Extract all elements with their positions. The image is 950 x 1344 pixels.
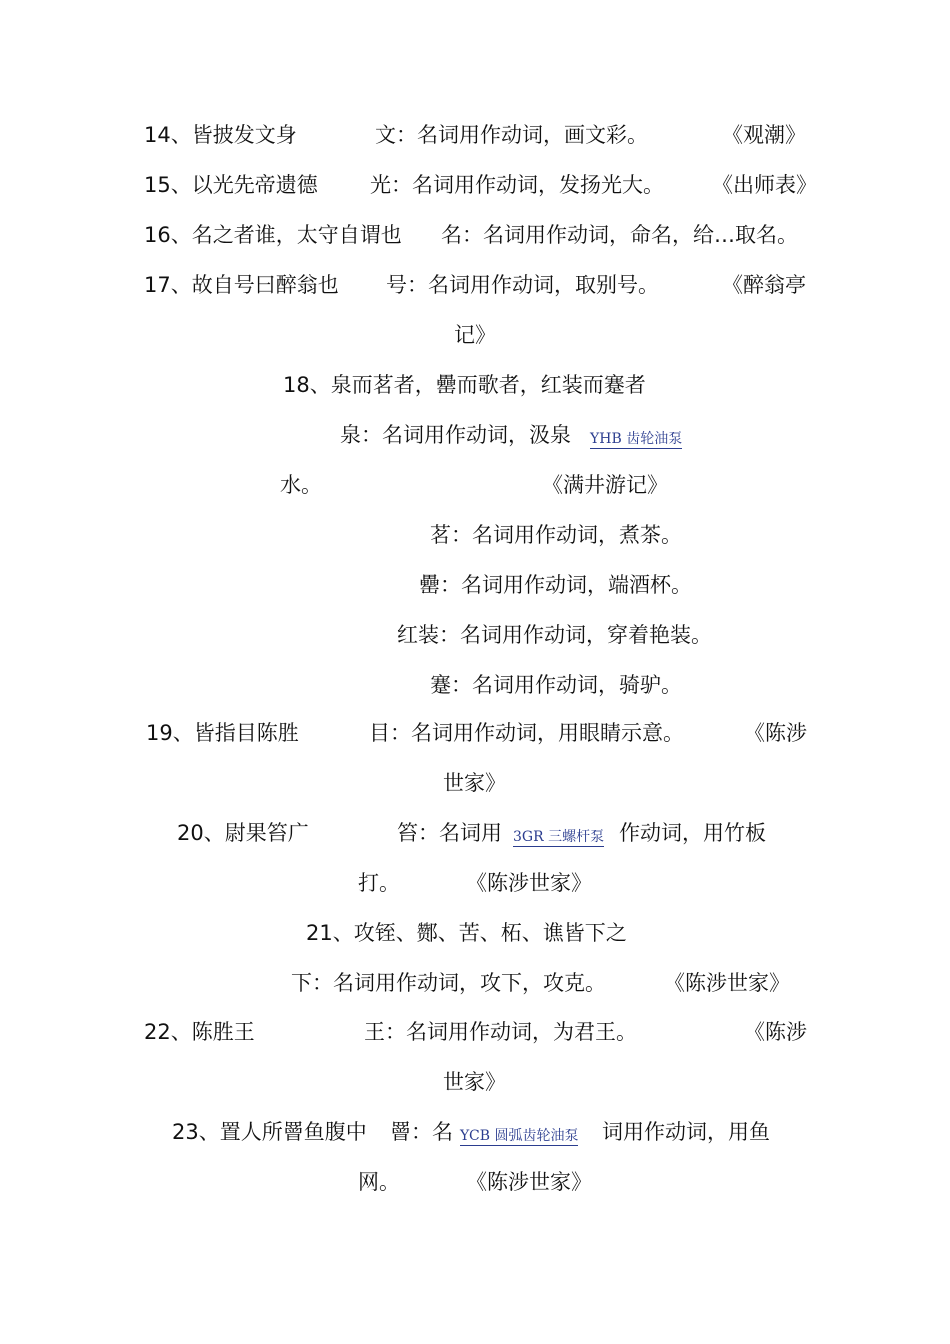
ad-link-3gr-pump[interactable]: 3GR 三螺杆泵 — [513, 829, 605, 845]
entry-20-cont — [0, 863, 950, 903]
entry-note-cont: 词用作动词，用鱼 — [602, 1120, 770, 1144]
entry-14 — [0, 115, 950, 155]
entry-phrase: 19、皆指目陈胜 — [146, 721, 299, 745]
sub-note: 茗：名词用作动词，煮茶。 — [430, 523, 682, 547]
entry-source-cont: 记》 — [454, 323, 496, 347]
entry-source: 《陈涉世家》 — [466, 871, 592, 895]
entry-note: 泉：名词用作动词，汲泉 — [340, 423, 571, 447]
entry-23 — [0, 1112, 950, 1152]
entry-phrase: 17、故自号曰醉翁也 — [144, 273, 339, 297]
entry-phrase: 21、攻铚、酂、苦、柘、谯皆下之 — [306, 921, 627, 945]
entry-note: 目：名词用作动词，用眼睛示意。 — [369, 721, 684, 745]
entry-20 — [0, 813, 950, 853]
entry-23-cont — [0, 1162, 950, 1202]
entry-22-cont — [0, 1062, 950, 1102]
entry-18-sub1 — [0, 515, 950, 555]
entry-19 — [0, 713, 950, 753]
entry-18-sub2 — [0, 565, 950, 605]
entry-note: 笞：名词用 — [397, 821, 502, 845]
entry-note-cont: 水。 — [280, 473, 322, 497]
sub-note: 蹇：名词用作动词，骑驴。 — [430, 673, 682, 697]
entry-21-note — [0, 963, 950, 1003]
entry-19-cont — [0, 763, 950, 803]
entry-18-cont — [0, 465, 950, 505]
entry-17 — [0, 265, 950, 305]
entry-18-sub4 — [0, 665, 950, 705]
entry-note-cont: 作动词，用竹板 — [619, 821, 766, 845]
entry-note: 罾：名 — [390, 1120, 453, 1144]
entry-note-cont: 网。 — [358, 1170, 400, 1194]
entry-source-cont: 世家》 — [443, 771, 506, 795]
ad-link-yhb-pump[interactable]: YHB 齿轮油泵 — [590, 431, 683, 447]
entry-phrase: 16、名之者谁，太守自谓也 — [144, 223, 402, 247]
entry-18-sub3 — [0, 615, 950, 655]
entry-source: 《陈涉世家》 — [664, 971, 790, 995]
entry-source: 《陈涉 — [744, 721, 807, 745]
entry-phrase: 20、尉果笞广 — [177, 821, 309, 845]
entry-source: 《满井游记》 — [542, 473, 668, 497]
entry-22 — [0, 1012, 950, 1052]
ad-link-ycb-pump[interactable]: YCB 圆弧齿轮油泵 — [460, 1128, 579, 1144]
entry-phrase: 15、以光先帝遗德 — [144, 173, 318, 197]
entry-source: 《陈涉 — [744, 1020, 807, 1044]
entry-note: 名：名词用作动词，命名，给…取名。 — [441, 223, 798, 247]
entry-note: 王：名词用作动词，为君王。 — [364, 1020, 637, 1044]
sub-note: 罍：名词用作动词，端酒杯。 — [419, 573, 692, 597]
entry-source: 《陈涉世家》 — [466, 1170, 592, 1194]
entry-note: 下：名词用作动词，攻下，攻克。 — [291, 971, 606, 995]
entry-phrase: 23、置人所罾鱼腹中 — [172, 1120, 367, 1144]
entry-18 — [0, 365, 950, 405]
entry-source-cont: 世家》 — [443, 1070, 506, 1094]
entry-note-cont: 打。 — [358, 871, 400, 895]
entry-16 — [0, 215, 950, 255]
entry-18-note — [0, 415, 950, 455]
entry-phrase: 18、泉而茗者，罍而歌者，红装而蹇者 — [283, 373, 646, 397]
entry-source: 《观潮》 — [722, 123, 806, 147]
entry-note: 文：名词用作动词，画文彩。 — [375, 123, 648, 147]
entry-note: 光：名词用作动词，发扬光大。 — [370, 173, 664, 197]
entry-note: 号：名词用作动词，取别号。 — [386, 273, 659, 297]
entry-17-cont — [0, 315, 950, 355]
entry-source: 《醉翁亭 — [722, 273, 806, 297]
entry-source: 《出师表》 — [712, 173, 817, 197]
entry-phrase: 14、皆披发文身 — [144, 123, 297, 147]
entry-phrase: 22、陈胜王 — [144, 1020, 255, 1044]
entry-21 — [0, 913, 950, 953]
sub-note: 红装：名词用作动词，穿着艳装。 — [397, 623, 712, 647]
entry-15 — [0, 165, 950, 205]
